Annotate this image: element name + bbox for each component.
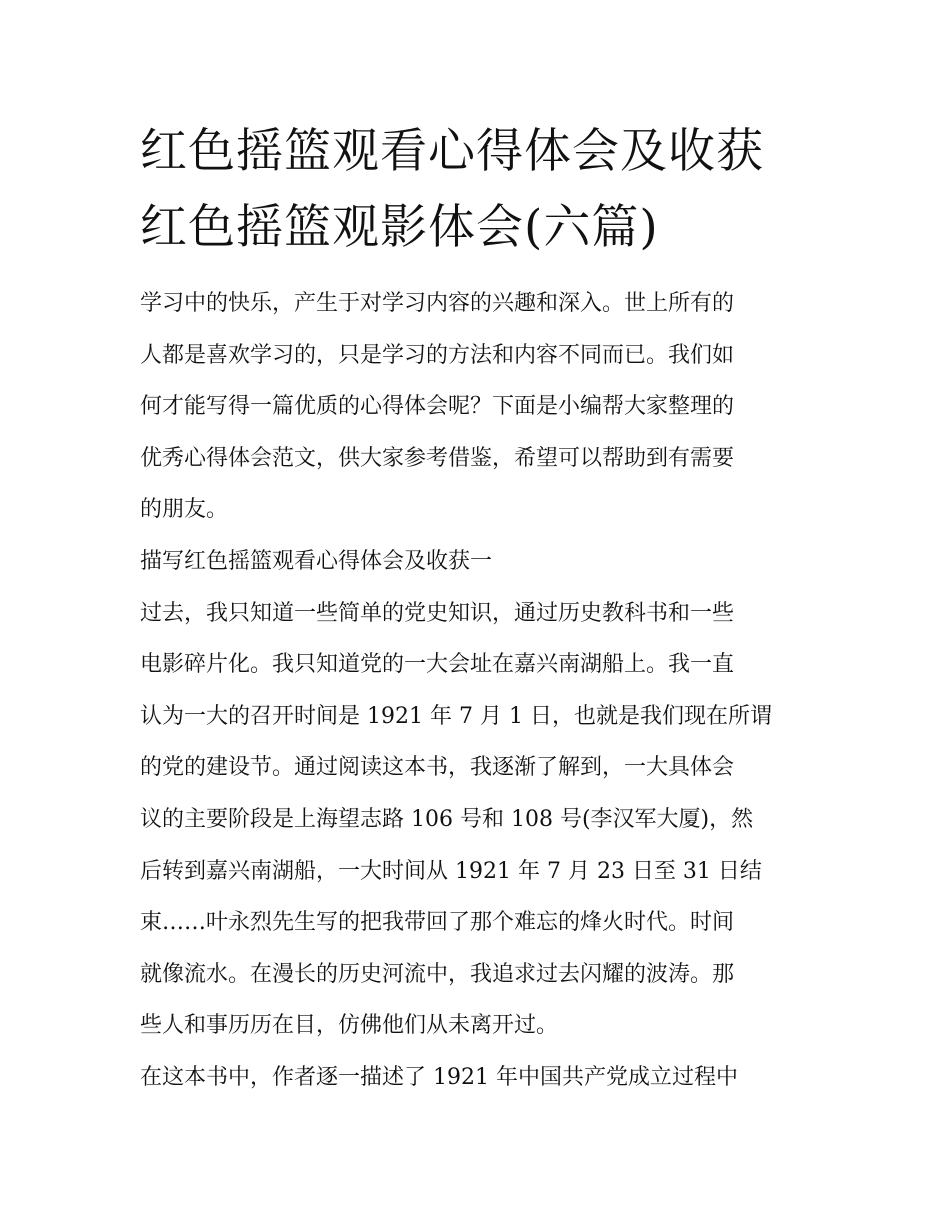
body-line: 电影碎片化。我只知道党的一大会址在嘉兴南湖船上。我一直 — [140, 652, 735, 678]
body-line: 过去，我只知道一些简单的党史知识，通过历史教科书和一些 — [140, 600, 735, 626]
body-line: 些人和事历历在目，仿佛他们从未离开过。 — [140, 1013, 559, 1039]
document-body — [140, 278, 820, 1104]
body-line: 的党的建设节。通过阅读这本书，我逐渐了解到，一大具体会 — [140, 755, 735, 781]
body-line: 束……叶永烈先生写的把我带回了那个难忘的烽火时代。时间 — [140, 910, 735, 936]
document-title — [140, 114, 820, 266]
body-line: 议的主要阶段是上海望志路 106 号和 108 号(李汉军大厦)，然 — [140, 806, 754, 832]
body-line: 优秀心得体会范文，供大家参考借鉴，希望可以帮助到有需要 — [140, 445, 735, 471]
body-line: 就像流水。在漫长的历史河流中，我追求过去闪耀的波涛。那 — [140, 961, 735, 987]
body-line: 人都是喜欢学习的，只是学习的方法和内容不同而已。我们如 — [140, 342, 735, 368]
title-line-1: 红色摇篮观看心得体会及收获 — [140, 124, 764, 179]
body-line: 后转到嘉兴南湖船，一大时间从 1921 年 7 月 23 日至 31 日结 — [140, 858, 762, 884]
body-line: 学习中的快乐，产生于对学习内容的兴趣和深入。世上所有的 — [140, 291, 735, 316]
document-page — [140, 114, 820, 1104]
body-line: 认为一大的召开时间是 1921 年 7 月 1 日，也就是我们现在所谓 — [140, 703, 772, 729]
section-heading: 描写红色摇篮观看心得体会及收获一 — [140, 548, 493, 574]
body-line: 在这本书中，作者逐一描述了 1921 年中国共产党成立过程中 — [140, 1064, 738, 1090]
body-line: 的朋友。 — [140, 497, 229, 523]
body-line: 何才能写得一篇优质的心得体会呢？下面是小编帮大家整理的 — [140, 394, 735, 420]
title-line-2: 红色摇篮观影体会(六篇) — [140, 200, 659, 255]
